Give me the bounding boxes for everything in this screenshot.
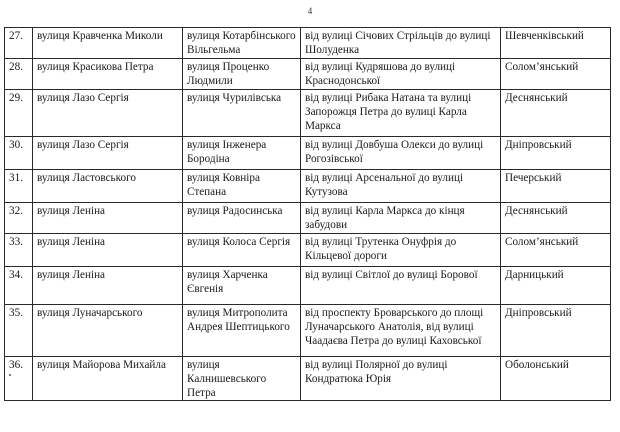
new-street-name: вулиця Колоса Сергія <box>183 234 301 267</box>
district-name: Дніпровський <box>501 137 611 170</box>
street-boundaries: від вулиці Карла Маркса до кінця забудови <box>301 203 501 234</box>
street-boundaries: від вулиці Світлої до вулиці Борової <box>301 267 501 305</box>
old-street-name: вулиця Ластовського <box>33 170 183 203</box>
street-boundaries: від вулиці Арсенальної до вулиці Кутузова <box>301 170 501 203</box>
street-renaming-table <box>4 27 611 401</box>
street-boundaries: від вулиці Трутенка Онуфрія до Кільцевої дороги <box>301 234 501 267</box>
row-number: 31. <box>5 170 33 203</box>
row-number: 33. <box>5 234 33 267</box>
row-number: 36. <box>5 357 33 401</box>
old-street-name: вулиця Кравченка Миколи <box>33 28 183 59</box>
street-boundaries: від вулиці Січових Стрільців до вулиці Шолуденка <box>301 28 501 59</box>
new-street-name: вулиця Калнишевського Петра <box>183 357 301 401</box>
district-name: Солом’янський <box>501 234 611 267</box>
new-street-name: вулиця Чурилівська <box>183 90 301 137</box>
row-number: 34. <box>5 267 33 305</box>
street-boundaries: від вулиці Полярної до вулиці Кондратюка Юрія <box>301 357 501 401</box>
district-name: Дніпровський <box>501 305 611 357</box>
new-street-name: вулиця Митрополита Андрея Шептицького <box>183 305 301 357</box>
district-name: Печерський <box>501 170 611 203</box>
old-street-name: вулиця Леніна <box>33 267 183 305</box>
table-row <box>5 137 611 170</box>
table-row <box>5 59 611 90</box>
street-boundaries: від проспекту Броварського до площі Луначарського Анатолія, від вулиці Чаадаєва Петра до вулиці Каховської <box>301 305 501 357</box>
new-street-name: вулиця Харченка Євгенія <box>183 267 301 305</box>
row-number: 35. <box>5 305 33 357</box>
new-street-name: вулиця Інженера Бородіна <box>183 137 301 170</box>
old-street-name: вулиця Леніна <box>33 203 183 234</box>
table-row <box>5 28 611 59</box>
old-street-name: вулиця Майорова Михайла <box>33 357 183 401</box>
old-street-name: вулиця Луначарського <box>33 305 183 357</box>
scan-speck <box>9 374 11 376</box>
new-street-name: вулиця Ковніра Степана <box>183 170 301 203</box>
row-number: 32. <box>5 203 33 234</box>
old-street-name: вулиця Лазо Сергія <box>33 137 183 170</box>
district-name: Шевченківський <box>501 28 611 59</box>
district-name: Оболонський <box>501 357 611 401</box>
district-name: Деснянський <box>501 90 611 137</box>
row-number: 30. <box>5 137 33 170</box>
new-street-name: вулиця Проценко Людмили <box>183 59 301 90</box>
district-name: Солом’янський <box>501 59 611 90</box>
street-boundaries: від вулиці Рибака Натана та вулиці Запорожця Петра до вулиці Карла Маркса <box>301 90 501 137</box>
new-street-name: вулиця Котарбінського Вільгельма <box>183 28 301 59</box>
table-row <box>5 234 611 267</box>
table-row <box>5 305 611 357</box>
row-number: 28. <box>5 59 33 90</box>
old-street-name: вулиця Леніна <box>33 234 183 267</box>
table-row <box>5 203 611 234</box>
table-row <box>5 357 611 401</box>
page-number: 4 <box>307 6 313 16</box>
table-row <box>5 267 611 305</box>
district-name: Деснянський <box>501 203 611 234</box>
new-street-name: вулиця Радосинська <box>183 203 301 234</box>
old-street-name: вулиця Красикова Петра <box>33 59 183 90</box>
old-street-name: вулиця Лазо Сергія <box>33 90 183 137</box>
district-name: Дарницький <box>501 267 611 305</box>
row-number: 29. <box>5 90 33 137</box>
table-row <box>5 90 611 137</box>
street-boundaries: від вулиці Довбуша Олекси до вулиці Рогозівської <box>301 137 501 170</box>
row-number: 27. <box>5 28 33 59</box>
street-boundaries: від вулиці Кудряшова до вулиці Краснодонської <box>301 59 501 90</box>
table-row <box>5 170 611 203</box>
